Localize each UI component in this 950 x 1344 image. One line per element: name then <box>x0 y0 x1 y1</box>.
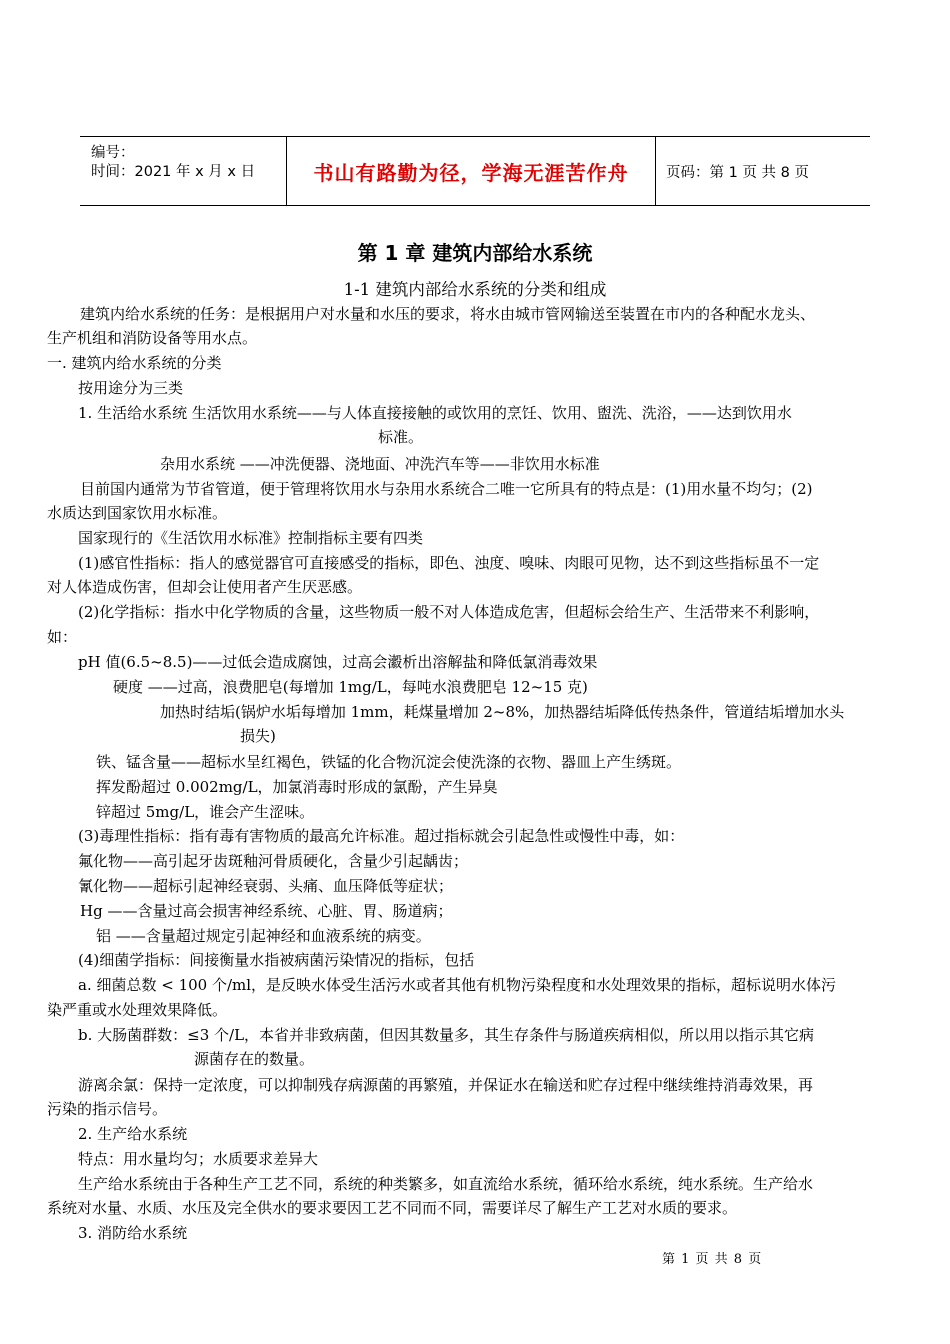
body-line: 国家现行的《生活饮用水标准》控制指标主要有四类 <box>78 529 424 547</box>
body-line: 杂用水系统 ——冲洗便器、浇地面、冲洗汽车等——非饮用水标准 <box>160 455 600 473</box>
body-line: 生产给水系统由于各种生产工艺不同，系统的种类繁多，如直流给水系统，循环给水系统，纯水系统。生产给水 <box>78 1175 814 1193</box>
body-line: (2)化学指标：指水中化学物质的含量，这些物质一般不对人体造成危害，但超标会给生产、生活带来不利影响， <box>78 603 820 621</box>
header-page-cell <box>656 137 870 205</box>
body-line: 目前国内通常为节省管道，便于管理将饮用水与杂用水系统合二唯一它所具有的特点是：(1)用水量不均匀；(2) <box>80 480 813 498</box>
body-line: 挥发酚超过 0.002mg/L，加氯消毒时形成的氯酚，产生异臭 <box>96 778 498 796</box>
time-label: 时间：2021 年 x 月 x 日 <box>91 164 256 180</box>
body-line: 3. 消防给水系统 <box>78 1224 188 1242</box>
body-line: 游离余氯：保持一定浓度，可以抑制残存病源菌的再繁殖，并保证水在输送和贮存过程中继续维持消毒效果，再 <box>78 1076 814 1094</box>
body-line: 染严重或水处理效果降低。 <box>47 1001 228 1019</box>
page-code: 页码：第 1 页 共 8 页 <box>666 164 809 181</box>
section-title: 1-1 建筑内部给水系统的分类和组成 <box>343 280 607 299</box>
body-line: (3)毒理性指标：指有毒有害物质的最高允许标准。超过指标就会引起急性或慢性中毒，如： <box>78 827 685 845</box>
body-line: 特点：用水量均匀；水质要求差异大 <box>78 1150 319 1168</box>
body-line: 氰化物——超标引起神经衰弱、头痛、血压降低等症状； <box>78 877 454 895</box>
body-line: 建筑内给水系统的任务：是根据用户对水量和水压的要求，将水由城市管网输送至装置在市内的各种配水龙头、 <box>80 305 816 323</box>
body-line: 标准。 <box>378 428 424 446</box>
body-line: (4)细菌学指标：间接衡量水指被病菌污染情况的指标，包括 <box>78 951 475 969</box>
body-line: 铁、锰含量——超标水呈红褐色，铁锰的化合物沉淀会使洗涤的衣物、器皿上产生绣斑。 <box>96 753 682 771</box>
number-label: 编号： <box>91 145 135 161</box>
header-info-cell <box>80 137 287 205</box>
body-line: 损失) <box>240 727 276 745</box>
body-line: 氟化物——高引起牙齿斑釉河骨质硬化，含量少引起龋齿； <box>78 852 469 870</box>
body-line: pH 值(6.5~8.5)——过低会造成腐蚀，过高会瀫析出溶解盐和降低氯消毒效果 <box>78 653 598 671</box>
body-line: 加热时结垢(锅炉水垢每增加 1mm，耗煤量增加 2~8%，加热器结垢降低传热条件，管道结垢增加水头 <box>160 703 845 721</box>
motto: 书山有路勤为径，学海无涯苦作舟 <box>313 160 629 185</box>
header-table <box>80 136 870 206</box>
body-line: 按用途分为三类 <box>78 379 184 397</box>
body-line: 硬度 ——过高，浪费肥皂(每增加 1mg/L，每吨水浪费肥皂 12~15 克) <box>113 678 588 696</box>
body-line: 铝 ——含量超过规定引起神经和血液系统的病变。 <box>96 927 431 945</box>
body-line: 水质达到国家饮用水标准。 <box>47 504 228 522</box>
header-motto-cell <box>287 137 656 205</box>
chapter-title: 第 1 章 建筑内部给水系统 <box>357 241 593 265</box>
body-line: Hg ——含量过高会损害神经系统、心脏、胃、肠道病； <box>80 902 453 920</box>
body-line: 如： <box>47 628 78 646</box>
body-line: 锌超过 5mg/L，谁会产生涩味。 <box>96 803 315 821</box>
body-line: 2. 生产给水系统 <box>78 1125 188 1143</box>
body-line: 对人体造成伤害，但却会让使用者产生厌恶感。 <box>47 578 363 596</box>
body-line: 生产机组和消防设备等用水点。 <box>47 329 258 347</box>
section-heading: 一. 建筑内给水系统的分类 <box>47 354 222 372</box>
body-line: 污染的指示信号。 <box>47 1100 168 1118</box>
page-footer: 第 1 页 共 8 页 <box>662 1252 763 1267</box>
body-line: 1. 生活给水系统 生活饮用水系统——与人体直接接触的或饮用的烹饪、饮用、盥洗、洗浴，——达到饮用水 <box>78 404 792 422</box>
body-line: 源菌存在的数量。 <box>194 1050 315 1068</box>
body-line: (1)感官性指标：指人的感觉器官可直接感受的指标，即色、浊度、嗅味、肉眼可见物，达不到这些指标虽不一定 <box>78 554 820 572</box>
body-line: 系统对水量、水质、水压及完全供水的要求要因工艺不同而不同，需要详尽了解生产工艺对水质的要求。 <box>47 1199 738 1217</box>
body-line: a. 细菌总数 < 100 个/ml，是反映水体受生活污水或者其他有机物污染程度和水处理效果的指标，超标说明水体污 <box>78 976 837 994</box>
body-line: b. 大肠菌群数：≤3 个/L，本省并非致病菌，但因其数量多，其生存条件与肠道疾病相似，所以用以指示其它病 <box>78 1026 815 1044</box>
